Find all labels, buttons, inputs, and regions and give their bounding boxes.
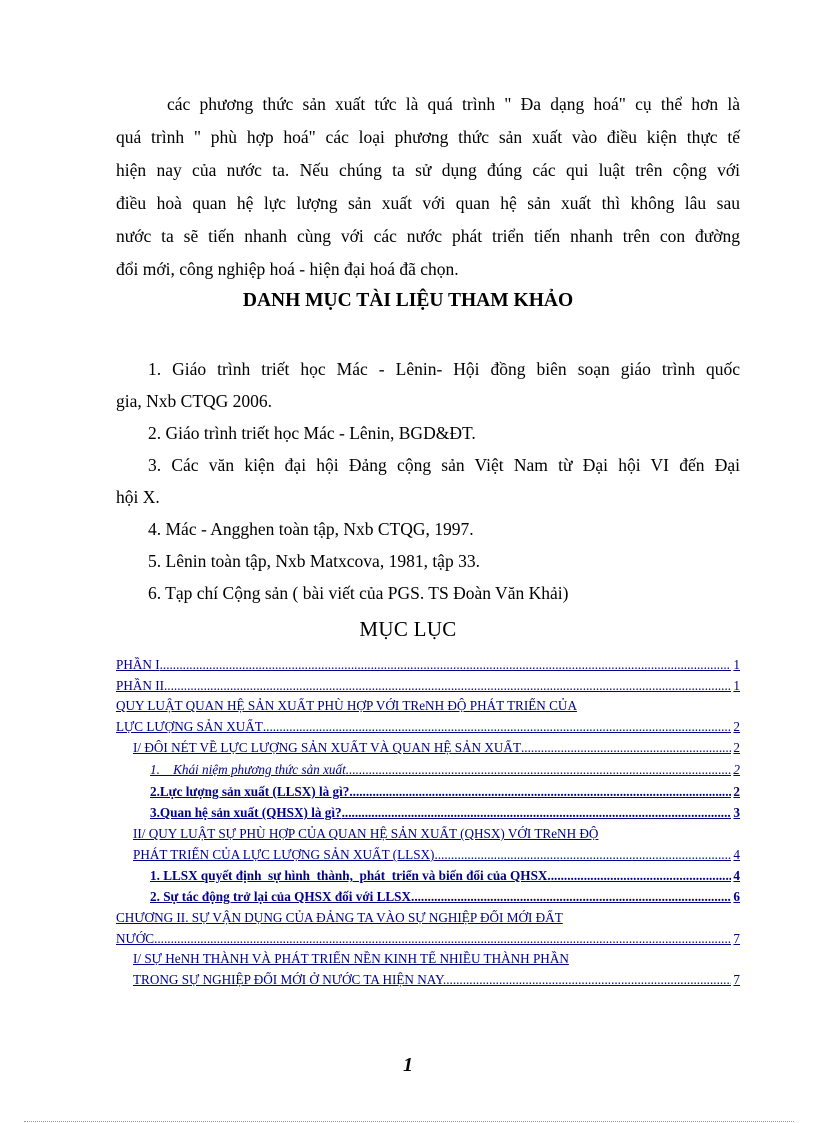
toc-entry-text: 1. LLSX quyết định sự hình thành, phát triển và biến đổi của QHSX. (150, 868, 551, 883)
toc-page-number: 2 (733, 719, 740, 734)
toc-entry-text: 2. Sự tác động trở lại của QHSX đối với LLSX (150, 889, 412, 904)
toc-leader (164, 678, 731, 694)
toc-entry-text: NƯỚC (116, 931, 155, 946)
body-line: quá trình " phù hợp hoá" các loại phương thức sản xuất vào điều kiện thực tế (116, 127, 740, 147)
reference-item (116, 513, 740, 545)
toc-leader (521, 740, 731, 756)
toc-page-number: 4 (733, 868, 740, 883)
toc-entry-text: I/ ĐÔI NÉT VỀ LỰC LƯỢNG SẢN XUẤT VÀ QUAN HỆ SẢN XUẤT (133, 740, 521, 755)
toc-entry-2-2[interactable] (150, 889, 740, 905)
toc-page-number: 7 (733, 972, 740, 987)
references-list (116, 353, 740, 609)
toc-entry-text: 3.Quan hệ sản xuất (QHSX) là gì? (150, 805, 342, 820)
reference-item (116, 417, 740, 449)
reference-item (116, 577, 740, 609)
reference-line: 1. Giáo trình triết học Mác - Lênin- Hội đồng biên soạn giáo trình quốc (148, 359, 740, 379)
toc-entry-text: 1. Khái niệm phương thức sản xuất (150, 762, 346, 777)
footer-divider (24, 1121, 794, 1122)
reference-item (116, 545, 740, 577)
toc-entry-1-1[interactable] (150, 762, 740, 778)
body-line: đổi mới, công nghiệp hoá - hiện đại hoá đã chọn. (116, 259, 459, 279)
toc-page-number: 2 (733, 740, 740, 755)
toc-page-number: 7 (733, 931, 740, 946)
body-line: nước ta sẽ tiến nhanh cùng với các nước phát triển tiến nhanh trên con đường (116, 226, 740, 246)
reference-line: gia, Nxb CTQG 2006. (116, 391, 273, 411)
toc-leader (346, 762, 732, 778)
toc-page-number: 2 (733, 784, 740, 799)
toc-entry-chapter-1-cont[interactable] (116, 719, 740, 735)
reference-line: 3. Các văn kiện đại hội Đảng cộng sản Việt Nam từ Đại hội VI đến Đại (148, 455, 740, 475)
toc-leader (342, 805, 732, 821)
toc-entry-text: PHÁT TRIỂN CỦA LỰC LƯỢNG SẢN XUẤT (LLSX) (133, 847, 435, 862)
toc-entry-section-1[interactable] (133, 740, 740, 756)
toc-leader (446, 972, 731, 988)
toc-entry-text: I/ SỰ HeNH THÀNH VÀ PHÁT TRIỂN NỀN KINH TẾ NHIỀU THÀNH PHẦN (133, 951, 569, 966)
toc-entry-1-3[interactable] (150, 805, 740, 821)
toc-entry-chapter-2-section-1-cont[interactable] (133, 972, 740, 988)
toc-entry-chapter-2-section-1[interactable] (133, 951, 740, 967)
reference-line: 5. Lênin toàn tập, Nxb Matxcova, 1981, tập 33. (148, 551, 480, 571)
body-line: điều hoà quan hệ lực lượng sản xuất với quan hệ sản xuất thì không lâu sau (116, 193, 740, 213)
toc-entry-text: CHƯƠNG II. SỰ VẬN DỤNG CỦA ĐẢNG TA VÀO SỰ NGHIỆP ĐỔI MỚI ĐẤT (116, 910, 563, 925)
toc-entry-text: TRONG SỰ NGHIỆP ĐỔI MỚI Ở NƯỚC TA HIỆN NAY. (133, 972, 447, 987)
page-number: 1 (403, 1054, 413, 1076)
toc-leader (154, 931, 731, 947)
toc-entry-section-2[interactable] (133, 826, 740, 842)
body-line: các phương thức sản xuất tức là quá trình " Đa dạng hoá" cụ thể hơn là (167, 94, 740, 114)
toc-entry-part-2[interactable] (116, 678, 740, 694)
toc-entry-2-1[interactable] (150, 868, 740, 884)
toc-page-number: 6 (733, 889, 740, 904)
toc-entry-text: II/ QUY LUẬT SỰ PHÙ HỢP CỦA QUAN HỆ SẢN XUẤT (QHSX) VỚI TReNH ĐỘ (133, 826, 599, 841)
toc-entry-chapter-2[interactable] (116, 910, 740, 926)
references-title: DANH MỤC TÀI LIỆU THAM KHẢO (242, 290, 574, 311)
body-line: hiện nay của nước ta. Nếu chúng ta sử dụng đúng các qui luật trên cộng với (116, 160, 740, 180)
toc-entry-chapter-1[interactable] (116, 698, 726, 714)
body-paragraph (116, 88, 740, 286)
toc-page-number: 4 (733, 847, 740, 862)
toc-entry-text: QUY LUẬT QUAN HỆ SẢN XUẤT PHÙ HỢP VỚI TReNH ĐỘ PHÁT TRIỂN CỦA (116, 698, 577, 713)
toc-title: MỤC LỤC (359, 617, 457, 641)
reference-item (116, 449, 740, 513)
toc-entry-part-1[interactable] (116, 657, 740, 673)
toc-entry-1-2[interactable] (150, 784, 740, 800)
toc-entry-text: 2.Lực lượng sản xuất (LLSX) là gì? (150, 784, 350, 799)
toc-leader (349, 784, 731, 800)
toc-leader (411, 889, 731, 905)
reference-line: 4. Mác - Angghen toàn tập, Nxb CTQG, 1997. (148, 519, 474, 539)
toc-leader (551, 868, 732, 884)
toc-entry-chapter-2-cont[interactable] (116, 931, 740, 947)
toc-entry-text: LỰC LƯỢNG SẢN XUẤT (116, 719, 263, 734)
toc-leader (434, 847, 731, 863)
toc-entry-section-2-cont[interactable] (133, 847, 740, 863)
reference-item (116, 353, 740, 417)
toc-page-number: 2 (733, 762, 740, 777)
reference-line: 2. Giáo trình triết học Mác - Lênin, BGD&ĐT. (148, 423, 476, 443)
toc-page-number: 1 (733, 657, 740, 672)
toc-leader (263, 719, 732, 735)
toc-page-number: 3 (733, 805, 740, 820)
reference-line: 6. Tạp chí Cộng sản ( bài viết của PGS. TS Đoàn Văn Khải) (148, 583, 569, 603)
toc-entry-text: PHẦN I (116, 657, 160, 672)
toc-page-number: 1 (733, 678, 740, 693)
toc-entry-text: PHẦN II (116, 678, 164, 693)
reference-line: hội X. (116, 487, 160, 507)
toc-leader (160, 657, 732, 673)
